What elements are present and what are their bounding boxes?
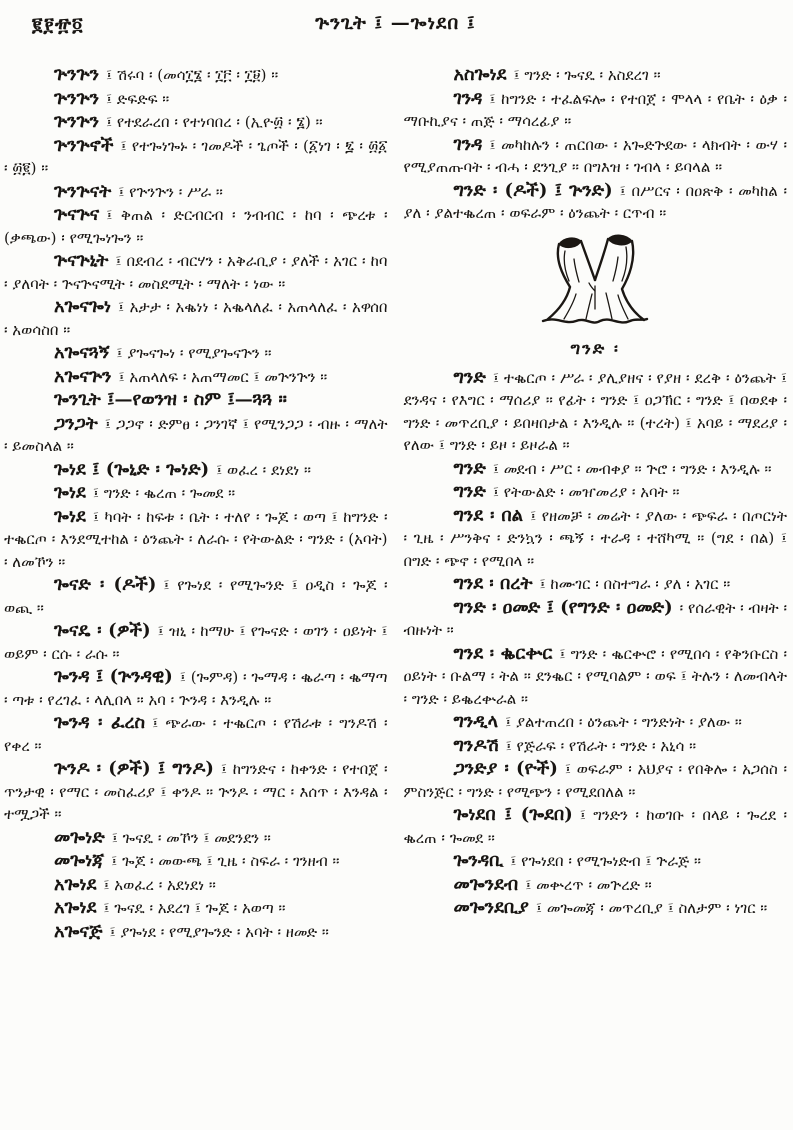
- entry-definition: ፤ የጐነደ ፡ የሚጐንድ ፤ ዐዲስ ፡ ጐጆ ፡ ወጪ ።: [4, 576, 388, 617]
- dictionary-entry: [4, 482, 388, 505]
- dictionary-entry: [404, 573, 788, 596]
- dictionary-entry: [4, 620, 388, 665]
- entry-headword: ጕንጕን: [54, 111, 99, 132]
- entry-headword: ጐንጊት ፤—የወንዝ ፡ ስም ፤—ጓጓ ።: [54, 389, 287, 410]
- dictionary-entry: [4, 342, 388, 365]
- entry-definition: ፤ መጐመጃ ፡ መጥረቢያ ፤ ስለታም ፡ ነገር ።: [535, 899, 768, 917]
- dictionary-entry: [404, 758, 788, 803]
- tree-stump-figure: [404, 231, 788, 359]
- entry-definition: ፤ በደብረ ፡ ብርሃን ፡ አቅራቢያ ፡ ያለች ፡ አገር ፡ ከባ ፡ ያለባት ፡ ጕናጕናሚት ፡ መስደሚት ፡ ማለት ፡ ነው ።: [4, 252, 388, 293]
- entry-headword: ግንደ ፡ ቈርቍር: [453, 642, 553, 664]
- dictionary-entry: [4, 758, 388, 826]
- dictionary-entry: [4, 574, 388, 619]
- dictionary-entry: [404, 735, 788, 758]
- page-header: [4, 12, 787, 46]
- dictionary-entry: [4, 712, 388, 757]
- dictionary-entry: [404, 874, 788, 897]
- entry-headword: አጐናጕን: [54, 365, 112, 387]
- entry-headword: ጕናጕና: [54, 204, 100, 225]
- entry-definition: ፡ የሰራዊት ፡ ብዛት ፡ ብዙነት ።: [403, 598, 787, 639]
- entry-headword: ገንዳ: [453, 87, 483, 109]
- entry-headword: መጐነድ: [54, 826, 105, 848]
- dictionary-entry: [404, 458, 788, 481]
- entry-headword: ጕንጕናት: [54, 180, 112, 202]
- entry-headword: ጋንጋት: [54, 412, 98, 434]
- entry-definition: ፤ ቅጠል ፡ ድርብርብ ፡ ንብብር ፡ ከባ ፡ ጭረቱ ፡ (ቃጫው) ፡ የሚጐነጐን ።: [4, 206, 388, 247]
- dictionary-entry: [404, 643, 788, 711]
- entry-definition: ፤ ግንድ ፡ ቈረጠ ፡ ጐመደ ።: [92, 484, 236, 502]
- entry-headword: ግንድ ፡ (ዶች) ፤ ጕንድ): [453, 179, 613, 201]
- right-column: [404, 64, 788, 944]
- dictionary-entry: [4, 921, 388, 944]
- entry-headword: አጐነደ: [54, 873, 97, 895]
- entry-definition: ፤ ጐናዴ ፡ መኾን ፤ መደንደን ።: [111, 828, 271, 847]
- entry-headword: ጐንዳ ፡ ፈረስ: [54, 712, 146, 733]
- dictionary-entry: [4, 413, 388, 458]
- entry-definition: ፤ የተጐነጐኑ ፡ ገመዶች ፡ ጌጦች ፡ (፩ነገ ፡ ፯ ፡ ፴፩ ፡ ፴፪) ።: [4, 136, 388, 177]
- dictionary-entry: [404, 850, 788, 873]
- right-column-bottom: [404, 367, 788, 920]
- text-columns: [4, 64, 787, 944]
- entry-headword: ግንደ ፡ በል: [453, 504, 524, 526]
- entry-headword: መጐንደብ: [453, 873, 519, 895]
- entry-headword: ግንድ: [453, 457, 486, 479]
- dictionary-entry: [4, 181, 388, 204]
- entry-headword: ጐነደ: [54, 505, 86, 527]
- entry-headword: መጐነጃ: [54, 850, 105, 871]
- left-column: [4, 64, 388, 944]
- entry-definition: ፤ የጅራፍ ፡ የሽራት ፡ ግንድ ፡ አኒሳ ።: [505, 736, 697, 755]
- entry-definition: ፤ ተቈርጦ ፡ ሥራ ፡ ያሊያዘና ፡ የያዘ ፡ ደረቅ ፡ ዕንጨት ፤ ደንዳና ፡ የእግር ፡ ማሰሪያ ። የፊት ፡ ግንድ ፤ ዐጋኽር ፡ ግንድ ፤ በወደቀ ፡ ግንድ ፡ መጥረቢያ ፡ ይበዛበታል ፡ እንዲሉ ። (ተረት) ፤ አባይ ፡ ማደሪያ ፡ የለው ፤ ግንድ ፡ ይዞ ፡ ይዞራል ።: [403, 368, 787, 454]
- entry-headword: ጐናዴ ፡ (ዎች): [54, 620, 151, 641]
- entry-definition: ፤ የጕንጕን ፡ ሥራ ።: [118, 182, 223, 201]
- dictionary-entry: [4, 827, 388, 850]
- entry-definition: ፤ የዘመቻ ፡ መሬት ፡ ያለው ፡ ጭፍራ ፡ በጦርነት ፡ ጊዜ ፡ ሥንቅና ፡ ድንኳን ፡ ጫኝ ፡ ተራዳ ፡ ተሸካሚ ። (ግደ ፡ በል) ፤ በግድ ፡ ጭኖ ፡ የሚበላ ።: [403, 506, 787, 570]
- dictionary-entry: [4, 459, 388, 482]
- entry-definition: ፤ ግንድ ፡ ጐናዴ ፡ አስደረገ ።: [513, 66, 661, 84]
- dictionary-entry: [4, 506, 388, 574]
- entry-headword: ጕናጕኒት: [54, 250, 109, 271]
- dictionary-entry: [404, 367, 788, 457]
- entry-definition: ፤ ጐናዴ ፡ አደረገ ፤ ጐጆ ፡ አወጣ ።: [103, 899, 286, 917]
- dictionary-entry: [4, 666, 388, 711]
- running-title: ጕንጊት ፤ —ጐነደበ ፤: [315, 12, 476, 34]
- entry-headword: ግንድ: [453, 366, 486, 388]
- page-number: ፪፻፹፬: [32, 14, 84, 36]
- entry-definition: ፤ የጐነደበ ፡ የሚጐነድብ ፤ ጕራጅ ።: [510, 852, 702, 870]
- entry-definition: ፤ ካባት ፡ ከፍቱ ፡ ቤት ፡ ተለየ ፡ ጐጆ ፡ ወጣ ፤ ከግንድ ፡ ተቈርጦ ፡ እንደሚተከል ፡ ዕንጨት ፡ ለራሱ ፡ የትውልድ ፡ ግንድ ፡ (አባት) ፡ ለመኾን ።: [4, 507, 388, 571]
- dictionary-entry: [404, 64, 788, 87]
- entry-definition: ፤ ያልተጠረበ ፡ ዕንጨት ፡ ግንድነት ፡ ያለው ።: [505, 713, 742, 731]
- dictionary-entry: [4, 204, 388, 249]
- entry-headword: ግንዶሽ: [453, 734, 499, 756]
- entry-headword: ግንዲላ: [453, 711, 499, 732]
- entry-headword: አጐናጅ: [54, 920, 103, 942]
- dictionary-entry: [404, 180, 788, 225]
- entry-headword: አጐነደ: [54, 897, 97, 918]
- entry-definition: ፤ ጐጆ ፡ መውጫ ፤ ጊዜ ፡ ስፍራ ፡ ገንዘብ ።: [111, 852, 340, 870]
- entry-headword: ጐንዳ ፤ (ጕንዳዊ): [54, 666, 173, 687]
- dictionary-entry: [404, 711, 788, 734]
- dictionary-entry: [404, 897, 788, 920]
- entry-definition: ፤ አወፈረ ፡ አደነደነ ።: [103, 875, 216, 894]
- entry-headword: ጕንጕኖች: [54, 134, 114, 156]
- entry-headword: አጐናጐነ: [54, 296, 112, 317]
- dictionary-entry: [4, 135, 388, 180]
- dictionary-entry: [4, 366, 388, 389]
- entry-headword: መጐንደቢያ: [453, 897, 529, 918]
- dictionary-entry: [404, 481, 788, 504]
- entry-definition: ፤ ያጐነደ ፡ የሚያጐንድ ፡ አባት ፡ ዘመድ ።: [109, 922, 329, 941]
- dictionary-entry: [404, 804, 788, 849]
- right-column-top: [404, 64, 788, 225]
- dictionary-entry: [404, 134, 788, 179]
- entry-definition: ፤ ሽሩባ ፡ (መሳ፲፮ ፡ ፲፫ ፡ ፲፱) ።: [106, 66, 279, 84]
- entry-headword: ጐነደበ ፤ (ጐደበ): [453, 804, 573, 825]
- entry-definition: ፤ የተደራረበ ፡ የተነባበረ ፡ (ኢዮ፴ ፡ ፮) ።: [106, 113, 323, 131]
- entry-headword: ጕንጕን: [54, 87, 99, 109]
- entry-definition: ፤ ጋጋኖ ፡ ድምፀ ፡ ጋንገኛ ፤ የሚንጋጋ ፡ ብዙ ፡ ማለት ፡ ይመስላል ።: [4, 414, 388, 455]
- entry-definition: ፤ ያጐናጐነ ፡ የሚያጐናጕን ።: [116, 344, 272, 362]
- entry-headword: ጕንጕን: [54, 64, 99, 85]
- entry-headword: ጐነደ: [54, 482, 86, 503]
- dictionary-entry: [404, 88, 788, 133]
- dictionary-entry: [404, 597, 788, 642]
- entry-headword: ጋንድያ ፡ (ዮች): [453, 758, 558, 779]
- dictionary-entry: [4, 88, 388, 111]
- dictionary-entry: [4, 389, 388, 412]
- dictionary-entry: [4, 296, 388, 341]
- entry-definition: ፤ ጭራው ፡ ተቈርጦ ፡ የሽራቱ ፡ ግንዶሽ ፡ የቀረ ።: [4, 714, 388, 755]
- entry-definition: ፤ በሥርና ፡ በዐጽቅ ፡ መካከል ፡ ያለ ፡ ያልተቈረጠ ፡ ወፍራም ፡ ዕንጨት ፡ ርጥብ ።: [403, 181, 787, 222]
- entry-definition: ፤ (ጐምዳ) ፡ ጐማዳ ፡ ቈራጣ ፡ ቈማጣ ፡ ጣቱ ፡ የረገፈ ፡ ላሊበላ ። አባ ፡ ጕንዳ ፡ እንዲሉ ።: [4, 668, 388, 709]
- entry-headword: ግንድ: [453, 481, 486, 502]
- entry-headword: ጐንዳቢ: [453, 850, 504, 871]
- entry-definition: ፤ ከግንድ ፡ ተፈልፍሎ ፡ የተበጀ ፡ ሞላላ ፡ የቤት ፡ ዕቃ ፡ ማቡኪያና ፡ ጠጅ ፡ ማሳረፊያ ።: [403, 89, 787, 130]
- dictionary-entry: [404, 505, 788, 573]
- entry-definition: ፤ የትውልድ ፡ መዠመሪያ ፡ አባት ።: [492, 483, 680, 501]
- entry-headword: ገንዳ: [453, 133, 483, 155]
- entry-definition: ፤ ዝኒ ፡ ከማሁ ፤ የጐናድ ፡ ወገን ፡ ዐይነት ፤ ወይም ፡ ርሱ ፡ ራሱ ።: [4, 622, 388, 663]
- entry-definition: ፤ ወፍራም ፡ አህያና ፡ የበቅሎ ፡ አጋሰስ ፡ ምስንጅር ፡ ግንድ ፡ የሚጭን ፡ የሚደበለል ።: [403, 760, 787, 801]
- entry-definition: ፤ ከግንድና ፡ ከቀንድ ፡ የተበጀ ፡ ጥንታዊ ፡ የማር ፡ መስፈሪያ ፤ ቀንዶ ። ጕንዶ ፡ ማር ፡ እሰጥ ፡ እንዳል ፡ ተሟጋች ።: [4, 760, 388, 823]
- entry-definition: ፤ ድፍድፍ ።: [106, 89, 170, 108]
- entry-headword: ግንድ ፡ ዐመድ ፤ (የግንድ ፡ ዐመድ): [453, 596, 673, 618]
- dictionary-entry: [4, 874, 388, 897]
- entry-definition: ፤ መደብ ፡ ሥር ፡ መብቀያ ። ጕሮ ፡ ግንድ ፡ እንዲሉ ።: [492, 459, 772, 478]
- entry-headword: ጐነደ ፤ (ጐኒድ ፡ ጐነድ): [54, 458, 210, 480]
- dictionary-entry: [4, 850, 388, 873]
- entry-definition: ፤ መቍረጥ ፡ መጕረድ ።: [525, 875, 652, 894]
- dictionary-entry: [4, 64, 388, 87]
- figure-caption: ግንድ ፡: [570, 338, 620, 358]
- entry-headword: አስጐነደ: [453, 64, 507, 85]
- entry-headword: ጐናድ ፡ (ዶች): [54, 574, 157, 595]
- dictionary-entry: [4, 250, 388, 295]
- tree-stump-image: [534, 231, 656, 335]
- entry-definition: ፤ አጠላለፍ ፡ አጠማመር ፤ መጕንጕን ።: [118, 367, 328, 386]
- entry-definition: ፤ ግንድ ፡ ቈርቍሮ ፡ የሚበሳ ፡ የቅንቡርስ ፡ ዐይነት ፡ ቡልማ ፡ ትል ። ደንቈር ፡ የሚባልም ፡ ወፍ ፤ ትሉን ፡ ለመብላት ፡ ግንድ ፡ ይቈረቍራል ።: [403, 644, 787, 708]
- entry-headword: ግንደ ፡ በረት: [453, 573, 533, 594]
- dictionary-entry: [4, 897, 388, 920]
- entry-definition: ፤ ከሙገር ፡ በስተግራ ፡ ያለ ፡ አገር ።: [539, 575, 731, 593]
- entry-definition: ፤ ወፈረ ፡ ደነደነ ።: [216, 460, 311, 479]
- dictionary-entry: [4, 111, 388, 134]
- entry-definition: ፤ አታታ ፡ አቈነነ ፡ አቈላለፈ ፡ አጠላለፈ ፡ አዋሰበ ፡ አወሳስበ ።: [4, 298, 388, 339]
- entry-headword: ጕንዶ ፡ (ዎች) ፤ ግንዶ): [54, 758, 214, 779]
- entry-definition: ፤ መካከሉን ፡ ጠርበው ፡ አጐድጕደው ፡ ላክብት ፡ ውሃ ፡ የሚያጠጡባት ፡ ብሓ ፡ ደንጊያ ። በግእዝ ፡ ገብላ ፡ ይባላል ።: [403, 135, 787, 176]
- entry-headword: አጐናጓኝ: [54, 342, 110, 363]
- entry-definition: ፤ ግንድን ፡ ከወገቡ ፡ በላይ ፡ ጐረደ ፡ ቈረጠ ፡ ጐመደ ።: [403, 806, 787, 847]
